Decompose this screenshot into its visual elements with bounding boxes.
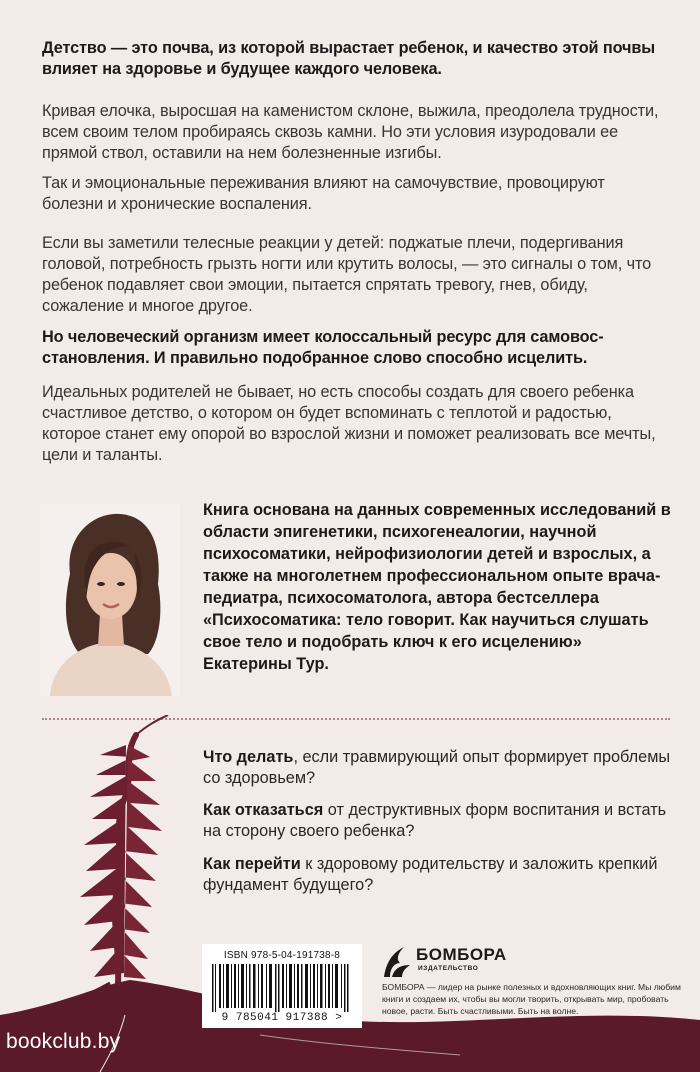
watermark: bookclub.by bbox=[6, 1030, 121, 1053]
paragraph-tree: Кривая елочка, выросшая на каменистом склоне, выжила, преодолела трудности, всем своим телом пробираясь сквозь камни. Но эти условия изуродовали ее прямой ствол, оставили на нем болезненные изгибы. bbox=[42, 102, 659, 162]
bombora-wave-icon bbox=[382, 943, 412, 979]
author-bio: Книга основана на данных современных исследований в области эпигенетики, психогенеалогии, научной психосоматики, нейрофизиологии детей и взрослых, а также на многолетнем профессиональном опыте врача-педиатра, психосоматолога, автора бестселлера «Психосоматика: тело говорит. Как научиться слушать свое тело и подобрать ключ к его исцелению» Екатерины Тур. bbox=[203, 501, 671, 673]
publisher-tagline: ИЗДАТЕЛЬСТВО bbox=[418, 965, 479, 972]
publisher-name: БОМБОРА bbox=[416, 945, 507, 964]
question-lead: Что делать bbox=[203, 748, 294, 766]
barcode bbox=[202, 944, 362, 1028]
paragraph-parents: Идеальных родителей не бывает, но есть способы создать для своего ребенка счастливое детство, о котором он будет вспоминать с теплотой и радостью, которое станет ему опорой во взрослой жизни и поможет реализовать все мечты, цели и таланты. bbox=[42, 383, 656, 464]
paragraph-signals: Если вы заметили телесные реакции у детей: поджатые плечи, подергивания головой, потребность грызть ногти или крутить волосы, — это сигналы о том, что ребенок подавляет свои эмоции, пытается спрятать тревогу, гнев, обиду, сожаление и многое другое. bbox=[42, 234, 652, 315]
paragraph-emotions: Так и эмоциональные переживания влияют на самочувствие, провоцируют болезни и хронические воспаления. bbox=[42, 174, 605, 213]
question-lead: Как перейти bbox=[203, 855, 301, 873]
author-photo bbox=[40, 504, 180, 696]
question-rest: от деструктивных форм воспитания и встать на сторону своего ребенка? bbox=[203, 801, 667, 840]
question-lead: Как отказаться bbox=[203, 801, 324, 819]
barcode-number: 9 785041 917388 > bbox=[221, 1012, 343, 1024]
question-how-to-move bbox=[203, 854, 673, 896]
paragraph-resource: Но человеческий организм имеет колоссальный ресурс для самовосстановления. И правильно подобранное слово способно исцелить. bbox=[42, 328, 604, 367]
publisher-logo bbox=[382, 943, 522, 979]
intro-bold-text: Детство — это почва, из которой вырастает ребенок, и качество этой почвы влияет на здоровье и будущее каждого человека. bbox=[42, 39, 656, 78]
question-what-to-do bbox=[203, 747, 673, 789]
question-how-to-refuse bbox=[203, 800, 673, 842]
publisher-blurb: БОМБОРА — лидер на рынке полезных и вдохновляющих книг. Мы любим книги и создаем их, чтобы вы могли творить, открывать мир, пробовать новое, расти. Быть счастливыми. Быть на волне. bbox=[382, 982, 681, 1016]
barcode-bars bbox=[210, 964, 354, 1012]
question-rest: , если травмирующий опыт формирует проблемы со здоровьем? bbox=[203, 748, 671, 787]
question-rest: к здоровому родительству и заложить крепкий фундамент будущего? bbox=[203, 855, 658, 894]
isbn-label: ISBN 978-5-04-191738-8 bbox=[223, 950, 341, 961]
